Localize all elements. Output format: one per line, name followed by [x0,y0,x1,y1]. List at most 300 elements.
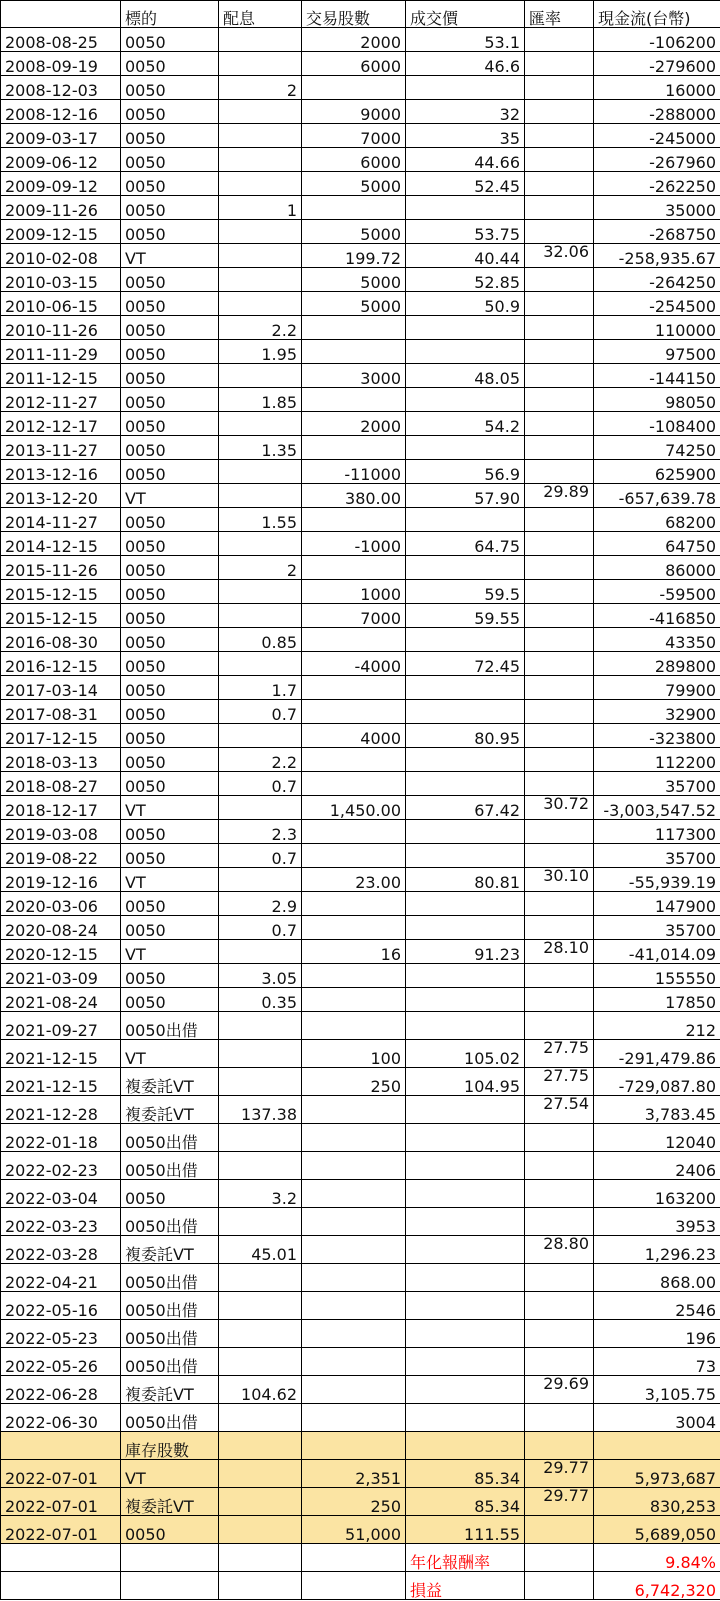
cell-cashflow: 117300 [594,820,720,844]
cell-dividend: 2.2 [219,316,302,340]
cell-ticker: 0050 [121,100,219,124]
cell-price: 67.42 [406,796,525,820]
cell-dividend [219,292,302,316]
cell-ticker: 0050 [121,916,219,940]
cell-cashflow: -144150 [594,364,720,388]
cell-cashflow: 16000 [594,76,720,100]
cell-dividend [219,1040,302,1068]
cell-dividend: 0.35 [219,988,302,1012]
table-row [1,604,720,628]
cell-date: 2022-05-23 [1,1320,121,1348]
cell-cashflow: 98050 [594,388,720,412]
cell-shares [302,1292,406,1320]
cell-shares [302,556,406,580]
cell-cashflow: 830,253 [594,1488,720,1516]
cell-dividend [219,940,302,964]
cell-ticker: 0050 [121,652,219,676]
cell-dividend: 1.7 [219,676,302,700]
table-row [1,1208,720,1236]
cell-date: 2009-11-26 [1,196,121,220]
cell-dividend [219,100,302,124]
cell-fx-rate: 29.89 [525,484,594,508]
cell-fx-rate [525,652,594,676]
cell-price [406,1152,525,1180]
cell-ticker: 0050 [121,604,219,628]
table-row [1,220,720,244]
header-date [1,1,121,28]
cell-date: 2022-03-23 [1,1208,121,1236]
cell-cashflow: -41,014.09 [594,940,720,964]
cell-shares [302,820,406,844]
cell-ticker: 0050 [121,700,219,724]
cell-shares [302,388,406,412]
cell-price: 50.9 [406,292,525,316]
cell-shares [302,892,406,916]
cell-cashflow: -288000 [594,100,720,124]
cell-date: 2015-12-15 [1,580,121,604]
cell-dividend: 1.95 [219,340,302,364]
cell-ticker: 0050 [121,820,219,844]
cell-date: 2022-07-01 [1,1488,121,1516]
cell-price: 56.9 [406,460,525,484]
cell-ticker: 0050 [121,772,219,796]
empty-cell [121,1572,219,1600]
cell-shares: 5000 [302,292,406,316]
cell-price: 111.55 [406,1516,525,1544]
cell-price [406,1320,525,1348]
cell-fx-rate [525,52,594,76]
summary-row [1,1572,720,1600]
cell-dividend: 0.7 [219,916,302,940]
cell-price: 64.75 [406,532,525,556]
header-price: 成交價 [406,1,525,28]
cell-shares: 250 [302,1488,406,1516]
table-row [1,628,720,652]
cell-shares: 1,450.00 [302,796,406,820]
summary-value: 9.84% [594,1544,720,1572]
cell-date: 2022-05-16 [1,1292,121,1320]
table-row [1,988,720,1012]
cell-price [406,1264,525,1292]
cell-cashflow: 1,296.23 [594,1236,720,1264]
cell-fx-rate [525,892,594,916]
table-row [1,244,720,268]
cell-price [406,844,525,868]
cell-ticker: 0050 [121,364,219,388]
inventory-label: 庫存股數 [121,1432,219,1460]
cell-ticker: 0050 [121,844,219,868]
table-row [1,388,720,412]
cell-ticker: 0050 [121,748,219,772]
cell-ticker: 0050 [121,460,219,484]
cell-cashflow: -291,479.86 [594,1040,720,1068]
cell-fx-rate [525,388,594,412]
cell-fx-rate [525,1264,594,1292]
cell-fx-rate: 32.06 [525,244,594,268]
cell-cashflow: 2546 [594,1292,720,1320]
cell-ticker: VT [121,244,219,268]
table-row [1,100,720,124]
empty-cell [406,1432,525,1460]
cell-date: 2014-12-15 [1,532,121,556]
cell-date: 2017-12-15 [1,724,121,748]
cell-price: 104.95 [406,1068,525,1096]
cell-cashflow: 73 [594,1348,720,1376]
cell-dividend: 2.3 [219,820,302,844]
cell-dividend: 3.2 [219,1180,302,1208]
cell-dividend: 104.62 [219,1376,302,1404]
table-row [1,1348,720,1376]
cell-price: 53.1 [406,28,525,52]
cell-shares [302,196,406,220]
cell-dividend [219,484,302,508]
empty-cell [525,1432,594,1460]
cell-fx-rate [525,1516,594,1544]
cell-fx-rate [525,556,594,580]
cell-cashflow: 64750 [594,532,720,556]
empty-cell [219,1572,302,1600]
cell-cashflow: 112200 [594,748,720,772]
cell-cashflow: -279600 [594,52,720,76]
cell-shares: 199.72 [302,244,406,268]
cell-ticker: 0050出借 [121,1264,219,1292]
cell-fx-rate [525,988,594,1012]
cell-cashflow: 147900 [594,892,720,916]
cell-fx-rate [525,1124,594,1152]
cell-date: 2010-11-26 [1,316,121,340]
cell-price [406,508,525,532]
cell-shares: 250 [302,1068,406,1096]
cell-date: 2008-08-25 [1,28,121,52]
cell-cashflow: 5,973,687 [594,1460,720,1488]
cell-fx-rate [525,268,594,292]
cell-fx-rate [525,292,594,316]
cell-dividend [219,868,302,892]
cell-cashflow: -3,003,547.52 [594,796,720,820]
cell-fx-rate: 27.75 [525,1040,594,1068]
cell-dividend [219,580,302,604]
cell-fx-rate: 28.10 [525,940,594,964]
empty-cell [219,1544,302,1572]
cell-date: 2019-03-08 [1,820,121,844]
cell-shares: 16 [302,940,406,964]
cell-fx-rate [525,772,594,796]
table-row [1,1012,720,1040]
cell-date: 2012-11-27 [1,388,121,412]
cell-date: 2021-08-24 [1,988,121,1012]
cell-price [406,988,525,1012]
cell-shares: 2000 [302,412,406,436]
cell-date: 2013-11-27 [1,436,121,460]
table-row [1,340,720,364]
cell-dividend [219,460,302,484]
cell-fx-rate [525,1012,594,1040]
cell-ticker: 0050 [121,388,219,412]
cell-dividend [219,1124,302,1152]
cell-shares: 6000 [302,52,406,76]
cell-ticker: 0050 [121,1180,219,1208]
cell-fx-rate [525,340,594,364]
cell-date: 2009-06-12 [1,148,121,172]
cell-date: 2022-01-18 [1,1124,121,1152]
cell-ticker: 0050 [121,196,219,220]
cell-cashflow: -245000 [594,124,720,148]
cell-shares [302,1376,406,1404]
cell-date: 2009-12-15 [1,220,121,244]
cell-price: 32 [406,100,525,124]
cell-price [406,76,525,100]
cell-cashflow: -262250 [594,172,720,196]
empty-cell [302,1432,406,1460]
cell-shares [302,748,406,772]
table-row [1,268,720,292]
table-row [1,1516,720,1544]
cell-ticker: VT [121,868,219,892]
cell-date: 2022-07-01 [1,1460,121,1488]
cell-price [406,772,525,796]
cell-dividend [219,1068,302,1096]
cell-date: 2022-06-30 [1,1404,121,1432]
cell-date: 2021-12-15 [1,1040,121,1068]
table-row [1,460,720,484]
cell-price [406,1404,525,1432]
cell-cashflow: 5,689,050 [594,1516,720,1544]
empty-cell [525,1572,594,1600]
cell-shares: -4000 [302,652,406,676]
cell-dividend [219,364,302,388]
cell-ticker: VT [121,484,219,508]
cell-price [406,892,525,916]
cell-dividend [219,1404,302,1432]
cell-shares: 100 [302,1040,406,1068]
cell-ticker: VT [121,1460,219,1488]
cell-ticker: VT [121,940,219,964]
cell-shares: 51,000 [302,1516,406,1544]
table-header [1,1,720,28]
cell-dividend: 2 [219,76,302,100]
cell-cashflow: -106200 [594,28,720,52]
cell-date: 2020-12-15 [1,940,121,964]
cell-price: 53.75 [406,220,525,244]
cell-date: 2017-08-31 [1,700,121,724]
cell-shares [302,1320,406,1348]
cell-date: 2011-12-15 [1,364,121,388]
cell-date: 2022-04-21 [1,1264,121,1292]
cell-fx-rate [525,1208,594,1236]
cell-dividend [219,220,302,244]
cell-fx-rate: 29.77 [525,1460,594,1488]
cell-shares [302,1348,406,1376]
cell-cashflow: -264250 [594,268,720,292]
cell-ticker: 0050出借 [121,1208,219,1236]
header-shares: 交易股數 [302,1,406,28]
cell-date: 2013-12-16 [1,460,121,484]
cell-shares [302,76,406,100]
table-row [1,1404,720,1432]
cell-price [406,316,525,340]
cell-cashflow: 155550 [594,964,720,988]
cell-ticker: 0050 [121,532,219,556]
cell-cashflow: 625900 [594,460,720,484]
cell-dividend: 0.7 [219,844,302,868]
cell-shares: 5000 [302,172,406,196]
cell-ticker: 0050 [121,556,219,580]
table-row [1,892,720,916]
cell-date: 2008-12-16 [1,100,121,124]
cell-date: 2022-02-23 [1,1152,121,1180]
cell-date: 2019-12-16 [1,868,121,892]
table-body [1,28,720,1600]
cell-dividend [219,1460,302,1488]
table-row [1,28,720,52]
summary-label: 年化報酬率 [406,1544,525,1572]
cell-fx-rate [525,196,594,220]
cell-fx-rate [525,676,594,700]
cell-price [406,1376,525,1404]
cell-shares [302,1124,406,1152]
cell-shares: 380.00 [302,484,406,508]
table-row [1,1152,720,1180]
cell-dividend: 0.7 [219,700,302,724]
cell-shares [302,1236,406,1264]
cell-ticker: 0050 [121,724,219,748]
empty-cell [302,1572,406,1600]
cell-date: 2010-06-15 [1,292,121,316]
cell-fx-rate [525,364,594,388]
cell-price [406,1236,525,1264]
cell-fx-rate [525,1320,594,1348]
cell-fx-rate [525,1152,594,1180]
cell-cashflow: -267960 [594,148,720,172]
cell-date: 2017-03-14 [1,676,121,700]
cell-cashflow: -729,087.80 [594,1068,720,1096]
cell-price: 40.44 [406,244,525,268]
cell-date: 2021-12-15 [1,1068,121,1096]
cell-ticker: 0050 [121,292,219,316]
cell-dividend: 1.35 [219,436,302,460]
cell-shares [302,988,406,1012]
cell-cashflow: -254500 [594,292,720,316]
cell-cashflow: 35700 [594,916,720,940]
cell-ticker: 0050 [121,988,219,1012]
cell-price [406,964,525,988]
cell-price: 91.23 [406,940,525,964]
cell-fx-rate [525,220,594,244]
cell-price [406,1012,525,1040]
cell-shares [302,1012,406,1040]
table-row [1,148,720,172]
cell-dividend: 0.85 [219,628,302,652]
table-row [1,1292,720,1320]
cell-cashflow: 17850 [594,988,720,1012]
cell-ticker: 0050 [121,1516,219,1544]
cell-date: 2019-08-22 [1,844,121,868]
cell-date: 2022-03-28 [1,1236,121,1264]
cell-cashflow: 32900 [594,700,720,724]
table-row [1,1376,720,1404]
table-row [1,1320,720,1348]
cell-ticker: 0050 [121,676,219,700]
cell-date: 2022-05-26 [1,1348,121,1376]
cell-ticker: 0050 [121,76,219,100]
cell-dividend: 1.85 [219,388,302,412]
cell-date: 2022-03-04 [1,1180,121,1208]
cell-price: 46.6 [406,52,525,76]
cell-ticker: 複委託VT [121,1488,219,1516]
table-row [1,76,720,100]
cell-date: 2008-09-19 [1,52,121,76]
cell-cashflow: 3004 [594,1404,720,1432]
cell-cashflow: -59500 [594,580,720,604]
empty-cell [302,1544,406,1572]
cell-cashflow: 68200 [594,508,720,532]
cell-dividend [219,1264,302,1292]
cell-price: 59.55 [406,604,525,628]
cell-fx-rate [525,76,594,100]
cell-cashflow: 86000 [594,556,720,580]
table-row [1,1460,720,1488]
empty-cell [121,1544,219,1572]
cell-dividend [219,1516,302,1544]
cell-dividend [219,244,302,268]
cell-fx-rate [525,172,594,196]
cell-price: 59.5 [406,580,525,604]
cell-date: 2018-12-17 [1,796,121,820]
cell-shares: 5000 [302,220,406,244]
table-row [1,52,720,76]
cell-ticker: 0050 [121,964,219,988]
cell-ticker: 0050出借 [121,1124,219,1152]
cell-fx-rate [525,820,594,844]
cell-price [406,1096,525,1124]
cell-price [406,820,525,844]
cell-cashflow: 868.00 [594,1264,720,1292]
cell-dividend [219,1348,302,1376]
cell-ticker: 0050出借 [121,1320,219,1348]
cell-fx-rate [525,964,594,988]
cell-price [406,388,525,412]
cell-ticker: 複委託VT [121,1068,219,1096]
cell-shares: 7000 [302,124,406,148]
cell-price: 52.45 [406,172,525,196]
cell-dividend [219,412,302,436]
table-row [1,436,720,460]
table-row [1,1124,720,1152]
cell-cashflow: 163200 [594,1180,720,1208]
cell-ticker: 0050 [121,52,219,76]
cell-date: 2015-12-15 [1,604,121,628]
cell-shares: 3000 [302,364,406,388]
cell-fx-rate: 30.72 [525,796,594,820]
cell-price: 44.66 [406,148,525,172]
cell-shares: -1000 [302,532,406,556]
cell-price [406,1208,525,1236]
cell-dividend [219,52,302,76]
cell-dividend: 1 [219,196,302,220]
table-row [1,1180,720,1208]
cell-cashflow: 97500 [594,340,720,364]
cell-dividend [219,1488,302,1516]
table-row [1,964,720,988]
cell-cashflow: 74250 [594,436,720,460]
cell-ticker: 0050 [121,628,219,652]
cell-cashflow: -258,935.67 [594,244,720,268]
summary-row [1,1544,720,1572]
table-row [1,916,720,940]
cell-shares [302,700,406,724]
cell-dividend [219,148,302,172]
cell-date: 2011-11-29 [1,340,121,364]
